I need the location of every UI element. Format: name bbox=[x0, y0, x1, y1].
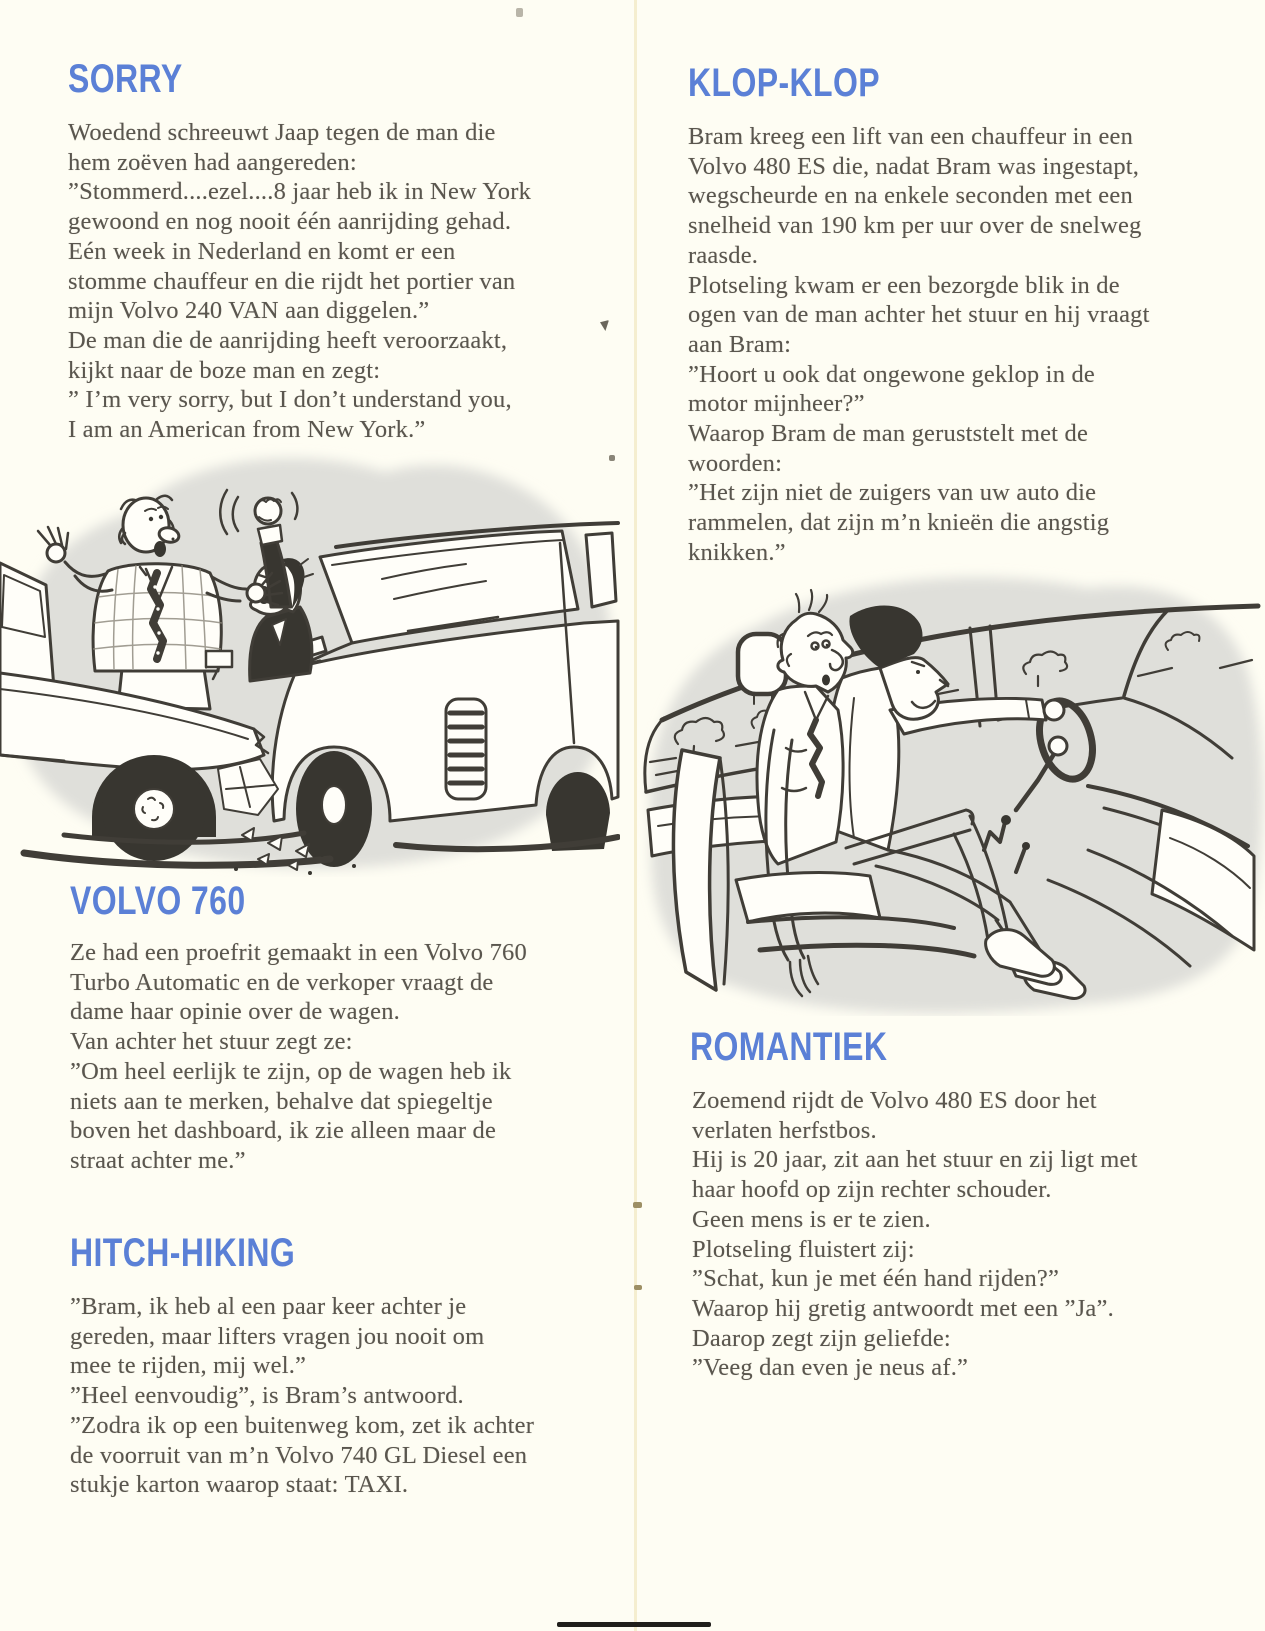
text-line: raasde. bbox=[688, 241, 759, 269]
text-line: Turbo Automatic en de verkoper vraagt de bbox=[70, 968, 494, 996]
section-sorry-text bbox=[68, 118, 531, 445]
section-romantiek-text bbox=[692, 1086, 1138, 1383]
text-line: ”Schat, kun je met één hand rijden?” bbox=[692, 1265, 1060, 1293]
interior-cartoon-illustration bbox=[618, 548, 1265, 1016]
text-line: niets aan te merken, behalve dat spiegeltje bbox=[70, 1087, 493, 1115]
text-line: wegscheurde en na enkele seconden met een bbox=[688, 182, 1133, 210]
text-line: Eén week in Nederland en komt er een bbox=[68, 237, 456, 265]
worried-mouth bbox=[822, 675, 830, 686]
text-line: stukje karton waarop staat: TAXI. bbox=[70, 1471, 409, 1499]
section-klopklop-heading: KLOP-KLOP bbox=[688, 61, 881, 105]
text-line: mijn Volvo 240 VAN aan diggelen.” bbox=[68, 297, 430, 325]
text-line: verlaten herfstbos. bbox=[692, 1116, 877, 1144]
scan-speck bbox=[600, 320, 609, 331]
section-sorry-heading: SORRY bbox=[68, 57, 183, 101]
open-mouth bbox=[154, 541, 166, 557]
text-line: Volvo 480 ES die, nadat Bram was ingestapt, bbox=[688, 152, 1140, 180]
text-line: ” I’m very sorry, but I don’t understand you, bbox=[68, 386, 512, 414]
section-hitchhiking-heading: HITCH-HIKING bbox=[70, 1231, 296, 1275]
text-line: mee te rijden, mij wel.” bbox=[70, 1352, 307, 1380]
section-romantiek-heading: ROMANTIEK bbox=[690, 1025, 888, 1069]
text-line: aan Bram: bbox=[688, 330, 792, 358]
text-line: dame haar opinie over de wagen. bbox=[70, 998, 400, 1026]
text-line: De man die de aanrijding heeft veroorzaakt, bbox=[68, 326, 508, 354]
text-line: Daarop zegt zijn geliefde: bbox=[692, 1324, 951, 1352]
scan-edge-mark bbox=[557, 1622, 711, 1627]
text-line: ”Veeg dan even je neus af.” bbox=[692, 1354, 969, 1382]
text-line: woorden: bbox=[688, 449, 783, 477]
text-line: Zoemend rijdt de Volvo 480 ES door het bbox=[692, 1087, 1097, 1114]
text-line: rammelen, dat zijn m’n knieën die angstig bbox=[688, 509, 1110, 537]
text-line: kijkt naar de boze man en zegt: bbox=[68, 356, 381, 384]
text-line: Geen mens is er te zien. bbox=[692, 1205, 931, 1233]
scan-speck bbox=[609, 455, 615, 461]
text-line: Plotseling kwam er een bezorgde blik in de bbox=[688, 271, 1120, 299]
text-line: motor mijnheer?” bbox=[688, 390, 865, 418]
scan-speck bbox=[516, 8, 523, 17]
text-line: gewoond en nog nooit één aanrijding gehad. bbox=[68, 208, 512, 236]
text-line: ”Heel eenvoudig”, is Bram’s antwoord. bbox=[70, 1382, 464, 1410]
section-hitchhiking-text bbox=[70, 1292, 534, 1500]
text-line: ”Stommerd....ezel....8 jaar heb ik in New York bbox=[68, 178, 532, 206]
text-line: Plotseling fluistert zij: bbox=[692, 1235, 915, 1263]
text-line: ”Zodra ik op een buitenweg kom, zet ik achter bbox=[70, 1411, 535, 1439]
text-line: ogen van de man achter het stuur en hij vraagt bbox=[688, 301, 1150, 329]
text-line: haar hoofd op zijn rechter schouder. bbox=[692, 1176, 1052, 1204]
section-klopklop-text bbox=[688, 122, 1150, 568]
text-line: hem zoëven had aangereden: bbox=[68, 148, 357, 176]
text-line: Van achter het stuur zegt ze: bbox=[70, 1028, 353, 1056]
text-line: ”Bram, ik heb al een paar keer achter je bbox=[70, 1293, 467, 1320]
text-line: ”Hoort u ook dat ongewone geklop in de bbox=[688, 360, 1095, 388]
text-line: de voorruit van m’n Volvo 740 GL Diesel een bbox=[70, 1441, 528, 1469]
accident-cartoon-illustration bbox=[0, 437, 620, 877]
text-line: snelheid van 190 km per uur over de snelweg bbox=[688, 212, 1142, 240]
text-line: straat achter me.” bbox=[70, 1146, 246, 1174]
text-line: Hij is 20 jaar, zit aan het stuur en zij ligt met bbox=[692, 1146, 1138, 1174]
section-volvo760-heading: VOLVO 760 bbox=[70, 879, 246, 923]
text-line: Ze had een proefrit gemaakt in een Volvo 760 bbox=[70, 939, 527, 966]
section-volvo760-text bbox=[70, 938, 527, 1176]
text-line: I am an American from New York.” bbox=[68, 416, 426, 444]
text-line: Woedend schreeuwt Jaap tegen de man die bbox=[68, 119, 496, 146]
text-line: Bram kreeg een lift van een chauffeur in een bbox=[688, 123, 1134, 150]
text-line: Waarop hij gretig antwoordt met een ”Ja”. bbox=[692, 1294, 1114, 1322]
text-line: knikken.” bbox=[688, 538, 786, 566]
interior-cartoon bbox=[618, 548, 1265, 1016]
text-line: ”Om heel eerlijk te zijn, op de wagen heb ik bbox=[70, 1057, 512, 1085]
text-line: Waarop Bram de man geruststelt met de bbox=[688, 420, 1089, 448]
accident-cartoon bbox=[0, 437, 620, 877]
text-line: gereden, maar lifters vragen jou nooit om bbox=[70, 1322, 485, 1350]
scan-speck bbox=[633, 1202, 642, 1208]
text-line: ”Het zijn niet de zuigers van uw auto die bbox=[688, 479, 1097, 507]
scan-speck bbox=[634, 1285, 642, 1290]
text-line: boven het dashboard, ik zie alleen maar de bbox=[70, 1117, 497, 1145]
text-line: stomme chauffeur en die rijdt het portier van bbox=[68, 267, 516, 295]
